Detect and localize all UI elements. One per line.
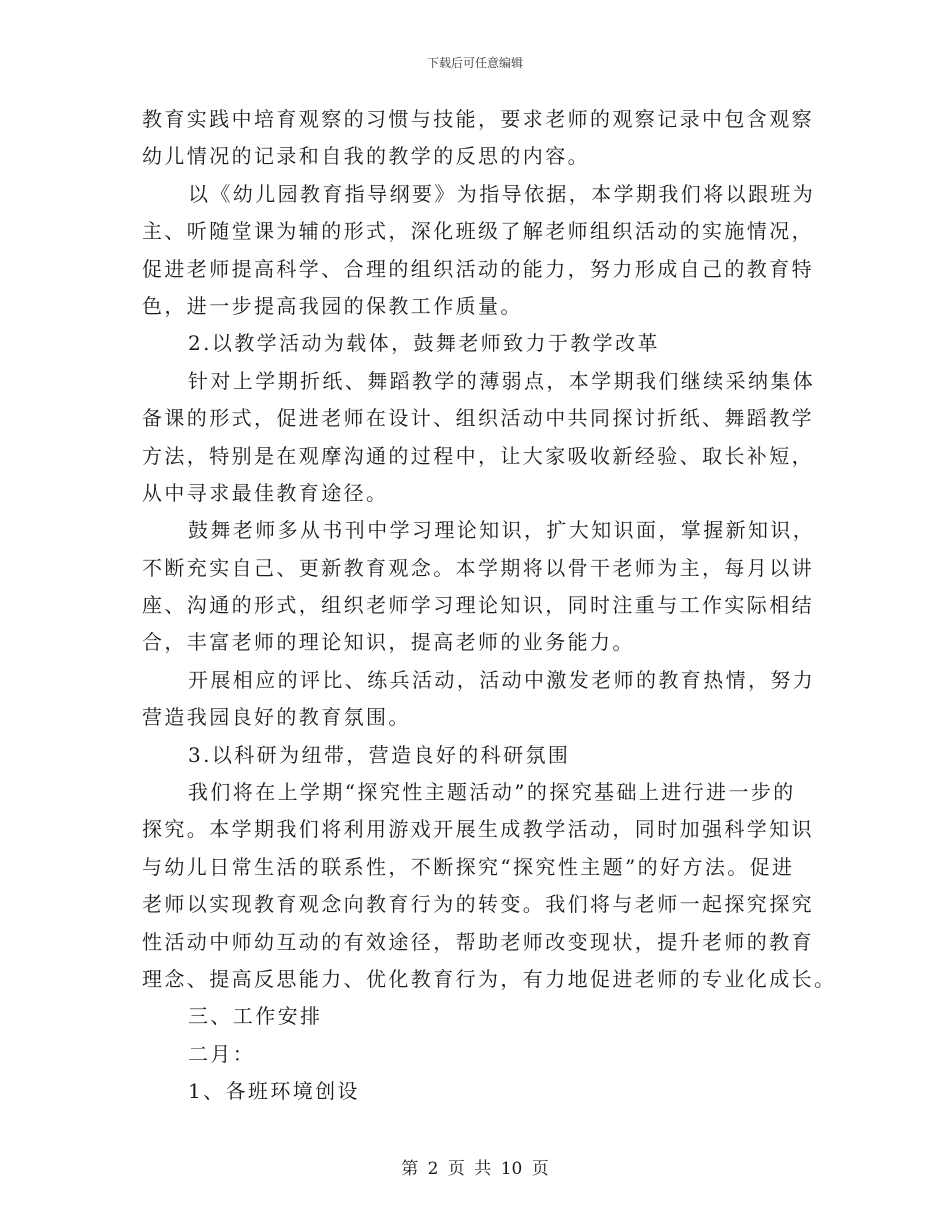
text-line: 三、工作安排: [188, 1004, 323, 1029]
text-line: 促进老师提高科学、合理的组织活动的能力，努力形成自己的教育特: [142, 256, 814, 281]
text-line: 理念、提高反思能力、优化教育行为，有力地促进老师的专业化成长。: [142, 966, 837, 991]
text-line: 从中寻求最佳教育途径。: [142, 480, 389, 505]
text-line: 营造我园良好的教育氛围。: [142, 705, 411, 730]
text-line: 我们将在上学期“探究性主题活动”的探究基础上进行进一步的: [188, 780, 796, 805]
text-line: 针对上学期折纸、舞蹈教学的薄弱点，本学期我们继续采纳集体: [188, 368, 816, 393]
text-line: 鼓舞老师多从书刊中学习理论知识，扩大知识面，掌握新知识，: [188, 518, 816, 543]
text-line: 教育实践中培育观察的习惯与技能，要求老师的观察记录中包含观察: [142, 107, 814, 131]
text-line: 性活动中师幼互动的有效途径，帮助老师改变现状，提升老师的教育: [142, 929, 814, 954]
text-line: 方法，特别是在观摩沟通的过程中，让大家吸收新经验、取长补短，: [142, 443, 814, 468]
text-line: 以《幼儿园教育指导纲要》为指导依据，本学期我们将以跟班为: [188, 181, 816, 206]
page-footer: 第 2 页 共 10 页: [401, 1159, 549, 1179]
text-line: 主、听随堂课为辅的形式，深化班级了解老师组织活动的实施情况，: [142, 219, 814, 244]
text-line: 合，丰富老师的理论知识，提高老师的业务能力。: [142, 630, 635, 655]
document-body: [142, 101, 837, 1111]
text-line: 开展相应的评比、练兵活动，活动中激发老师的教育热情，努力: [188, 667, 816, 692]
text-line: 备课的形式，促进老师在设计、组织活动中共同探讨折纸、舞蹈教学: [142, 406, 814, 431]
text-line: 不断充实自己、更新教育观念。本学期将以骨干老师为主，每月以讲: [142, 555, 814, 580]
text-line: 二月：: [188, 1041, 256, 1066]
text-line: 老师以实现教育观念向教育行为的转变。我们将与老师一起探究探究: [142, 892, 814, 917]
text-line: 色，进一步提高我园的保教工作质量。: [142, 293, 523, 318]
text-line: 与幼儿日常生活的联系性，不断探究“探究性主题”的好方法。促进: [142, 854, 795, 879]
page-header: 下载后可任意编辑: [426, 56, 523, 70]
text-line: 3.以科研为纽带，营造良好的科研氛围: [188, 742, 571, 767]
text-line: 探究。本学期我们将利用游戏开展生成教学活动，同时加强科学知识: [142, 817, 814, 842]
text-line: 座、沟通的形式，组织老师学习理论知识，同时注重与工作实际相结: [142, 593, 814, 618]
text-line: 幼儿情况的记录和自我的教学的反思的内容。: [142, 144, 590, 169]
text-line: 2.以教学活动为载体，鼓舞老师致力于教学改革: [188, 331, 660, 356]
text-line: 1、各班环境创设: [188, 1079, 360, 1104]
